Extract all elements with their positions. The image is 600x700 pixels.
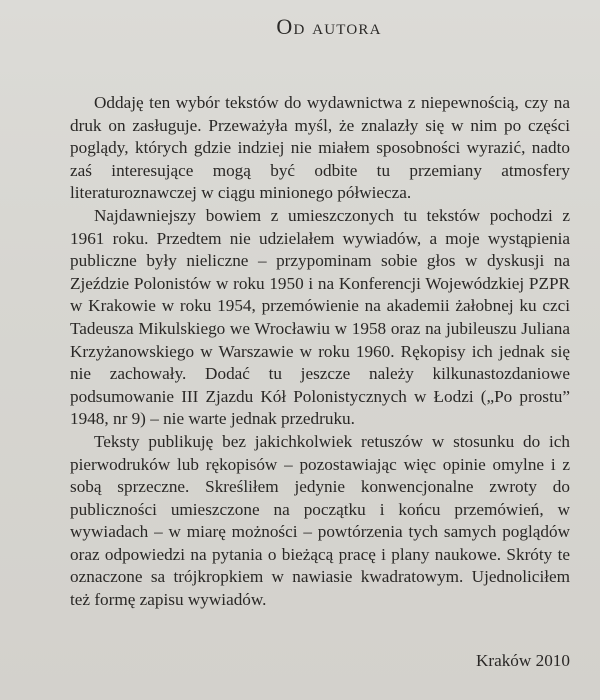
paragraph-1: Oddaję ten wybór tekstów do wydawnictwa z niepewnością, czy na druk on zasługuje. Przeważyła myśl, że znalazły się w nim po części poglądy, których gdzie indziej nie miałem sposobności wyrazić, nadto zaś interesujące mogą być odbite tu przemiany atmosfery literaturoznawczej w ciągu minionego półwiecza. <box>70 93 570 203</box>
paragraph-2: Najdawniejszy bowiem z umieszczonych tu tekstów pochodzi z 1961 roku. Przedtem nie udzielałem wywiadów, a moje wystąpienia publiczne były nieliczne – przypominam sobie głos w dyskusji na Zjeździe Polonistów w roku 1950 i na Konferencji Wojewódzkiej PZPR w Krakowie w roku 1954, przemówienie na akademii żałobnej ku czci Tadeusza Mikulskiego we Wrocławiu w 1958 oraz na jubileuszu Juliana Krzyżanowskiego w Warszawie w roku 1960. Rękopisy ich jednak się nie zachowały. Dodać tu jeszcze należy kilkunastozdaniowe podsumowanie III Zjazdu Kół Polonistycznych w Łodzi („Po prostu” 1948, nr 9) – nie warte jednak przedruku. <box>70 205 570 429</box>
place-date-signature: Kraków 2010 <box>475 651 570 670</box>
body-text <box>70 92 570 612</box>
section-heading: Od autora <box>276 14 382 39</box>
paragraph-3: Teksty publikuję bez jakichkolwiek retuszów w stosunku do ich pierwodruków lub rękopisów – pozostawiając więc opinie omylne i z sobą sprzeczne. Skreśliłem jedynie konwencjonalne zwroty do publiczności umieszczone na początku i końcu przemówień, w wywiadach – w miarę możności – powtórzenia tych samych poglądów oraz odpowiedzi na pytania o bieżącą pracę i plany naukowe. Skróty te oznaczone sa trójkropkiem w nawiasie kwadratowym. Ujednoliciłem też formę zapisu wywiadów. <box>70 431 570 610</box>
